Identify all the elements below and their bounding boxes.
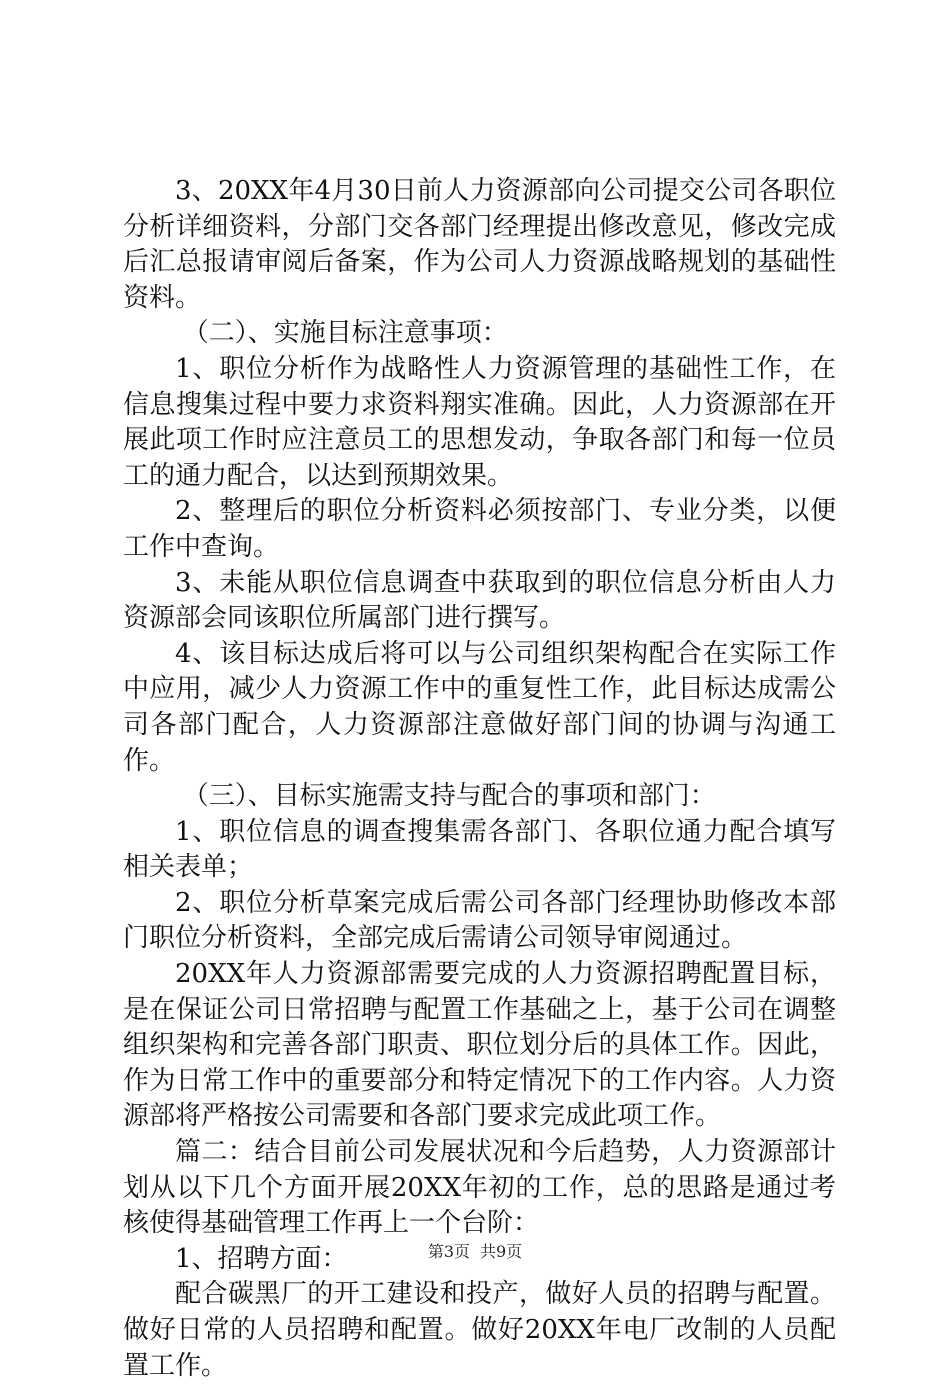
paragraph: 4、该目标达成后将可以与公司组织架构配合在实际工作中应用，减少人力资源工作中的重复性工作，此目标达成需公司各部门配合，人力资源部注意做好部门间的协调与沟通工作。 xyxy=(123,638,836,776)
section-heading: （三）、目标实施需支持与配合的事项和部门： xyxy=(182,781,716,812)
paragraph: 篇二：结合目前公司发展状况和今后趋势，人力资源部计划从以下几个方面开展20XX年初的工作，总的思路是通过考核使得基础管理工作再上一个台阶： xyxy=(123,1137,836,1239)
document-body xyxy=(123,174,836,1384)
paragraph: 1、职位信息的调查搜集需各部门、各职位通力配合填写相关表单； xyxy=(123,816,836,883)
paragraph: 3、未能从职位信息调查中获取到的职位信息分析由人力资源部会同该职位所属部门进行撰写。 xyxy=(123,567,836,634)
paragraph: 3、20XX年4月30日前人力资源部向公司提交公司各职位分析详细资料，分部门交各部门经理提出修改意见，修改完成后汇总报请审阅后备案，作为公司人力资源战略规划的基础性资料。 xyxy=(123,176,836,313)
page-number: 第3页 xyxy=(427,1242,470,1261)
paragraph: 配合碳黑厂的开工建设和投产，做好人员的招聘与配置。做好日常的人员招聘和配置。做好20XX年电厂改制的人员配置工作。 xyxy=(123,1279,836,1381)
paragraph: 20XX年人力资源部需要完成的人力资源招聘配置目标，是在保证公司日常招聘与配置工作基础之上，基于公司在调整组织架构和完善各部门职责、职位划分后的具体工作。因此，作为日常工作中的重要部分和特定情况下的工作内容。人力资源部将严格按公司需要和各部门要求完成此项工作。 xyxy=(123,959,836,1132)
section-heading: （二）、实施目标注意事项： xyxy=(182,318,508,349)
paragraph: 1、职位分析作为战略性人力资源管理的基础性工作，在信息搜集过程中要力求资料翔实准确。因此，人力资源部在开展此项工作时应注意员工的思想发动，争取各部门和每一位员工的通力配合，以达到预期效果。 xyxy=(123,353,836,491)
page-footer xyxy=(0,1242,950,1262)
paragraph: 2、职位分析草案完成后需公司各部门经理协助修改本部门职位分析资料，全部完成后需请公司领导审阅通过。 xyxy=(123,887,836,954)
page-total: 共9页 xyxy=(480,1242,523,1261)
paragraph: 1、招聘方面： xyxy=(175,1243,348,1274)
paragraph: 2、整理后的职位分析资料必须按部门、专业分类，以便工作中查询。 xyxy=(123,496,836,562)
